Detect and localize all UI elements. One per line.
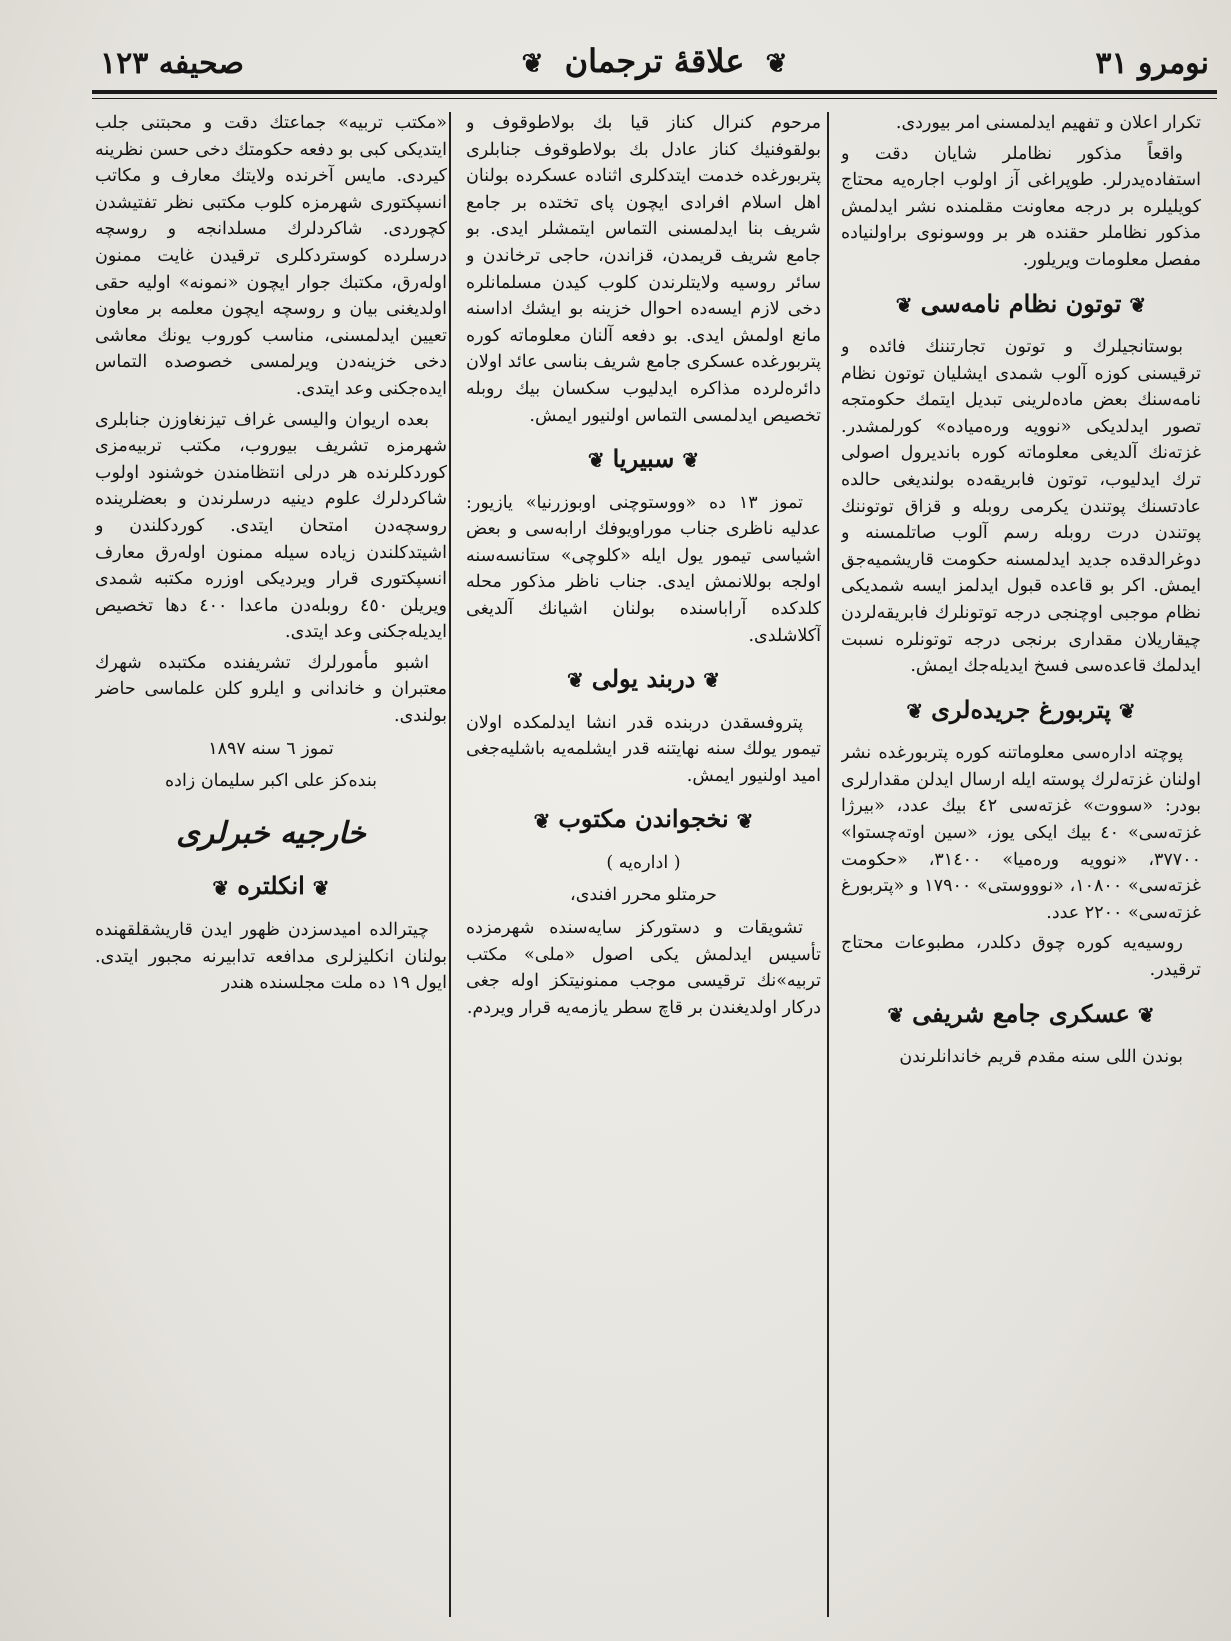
ornament-icon: ❦ bbox=[765, 48, 788, 79]
paragraph: «مكتب تربيه» جماعتك دقت و محبتنى جلب ايتديكى كبى بو دفعه حكومتك دخى حسن نظرينه كيردى. مايس آخرنده ولايتك معارف و مكاتب انسپكتورى شهرمزه كلوب مكتبى نظر تفتيشدن كچوردى. شاكردلرك مسلدانجه و روسچه درسلرده كوستردكلرى ترقيدن غايت ممنون اولەرق، مكتبك جوار ايچون «نمونه» اوليه حقى اولديغنى بيان و روسچه ايچون معلمه بر معاون تعيين ايدلمسنى، مناسب كوروب يونك معاشى دخى خزينه‌دن ويرلمسى خصوصده التماس ايده‌جكنى وعد ايتدى. bbox=[95, 113, 447, 399]
ornament-icon: ❦ bbox=[887, 1002, 905, 1027]
ornament-icon: ❦ bbox=[895, 292, 913, 317]
paragraph: اشبو مأمورلرك تشريفنده مكتبده شهرك معتبران و خاندانى و ايلرو كلن علماسى حاضر بولندى. bbox=[95, 652, 447, 727]
page-number: صحيفه ١٢٣ bbox=[100, 46, 244, 81]
masthead bbox=[92, 40, 1217, 96]
section-heading bbox=[466, 441, 821, 477]
letter-date: تموز ٦ سنه ١٨٩٧ bbox=[208, 738, 334, 759]
letter-salutation: حرمتلو محرر افندى، bbox=[570, 885, 717, 906]
ornament-icon: ❦ bbox=[566, 668, 584, 693]
section-heading bbox=[466, 801, 821, 837]
ornament-icon: ❦ bbox=[1118, 699, 1136, 724]
section-title: پتربورغ جريده‌لرى bbox=[931, 694, 1111, 724]
issue-number: نومرو ٣١ bbox=[1095, 46, 1209, 81]
newspaper-title: علاقۀ ترجمان bbox=[564, 42, 745, 80]
section-heading bbox=[466, 661, 821, 697]
ornament-icon: ❦ bbox=[703, 668, 721, 693]
letter-recipient: ( اداره‌يه ) bbox=[606, 852, 681, 873]
paragraph: روسيه‌يه كوره چوق دكلدر، مطبوعات محتاج ترقيدر. bbox=[841, 933, 1201, 980]
section-title: نخجواندن مكتوب bbox=[558, 804, 729, 834]
section-heading bbox=[841, 692, 1201, 728]
paragraph: تشويقات و دستوركز سايه‌سنده شهرمزده تأسيس ايدلمش يكى اصول «ملى» مكتب تربيه»نك ترقيسى موجب ممنونيتكز اوله جغى درکار اولديغندن بر قاچ سطر يازمه‌يه قرار ويردم. bbox=[466, 918, 821, 1018]
ornament-icon: ❦ bbox=[1137, 1002, 1155, 1027]
section-title: سبيريا bbox=[612, 444, 675, 474]
paragraph: چيترالده اميدسزدن ظهور ايدن قاريشقلقهنده بولنان انكليزلرى مدافعه تدابيرنه مجبور ايتدى. ايول ١٩ ده ملت مجلسنده هندر bbox=[95, 919, 447, 994]
paragraph: واقعاً مذكور نظاملر شايان دقت و استفادەيدرلر. طوپراغى آز اولوب اجاره‌يه محتاج كويليلره بر درجه معاونت مقلمنده نشر ايدلمش مذكور نظاملر حقنده هر بر ووسونوى براولنياده مفصل معلومات ويريلور. bbox=[841, 143, 1201, 270]
header-rule-thick bbox=[92, 90, 1217, 94]
left-column bbox=[95, 110, 447, 1620]
section-title: توتون نظام نامه‌سى bbox=[920, 288, 1122, 318]
foreign-news-heading: خارجيه خبرلرى bbox=[176, 815, 366, 851]
ornament-icon: ❦ bbox=[682, 448, 700, 473]
ornament-icon: ❦ bbox=[312, 875, 330, 900]
paragraph: بوستانجيلرك و توتون تجارتننك فائده و ترقيسنى كوزه آلوب شمدى ايشليان توتون نظام نامه‌سنك بعض ماده‌لرينى تبديل ايتمك حكومتجه تصور ايدلديكى «نوويه ورەميادە» كورلمشدر. غزته‌نك آلديغى معلوماته كوره باندیرول اصولى ترك ايدليوب، توتون فابريقه‌ده بولنديغى حالده عادتسنك پوتندن يكرمى روبله و قزاق توتوننك پوتندن درت روبله رسم آلوب صاتلمسنه و دوغرالدقده جديد ايدلمسنه حكومت قاريشميه‌جق ايمش. اكر بو قاعده قبول ايدلمز ايسه شمديكى نظام موجبى اوچنجى درجه توتونلرك فابريقه‌لردن چيقاريلان مقدارى برنجى درجه توتونلره نسبت ايدلمك قاعده‌سى فسخ ايديله‌جك ايمش. bbox=[841, 337, 1201, 677]
paragraph: بعده اريوان واليسى غراف تيزنغاوزن جنابلرى شهرمزه تشريف بيوروب، مكتب تربيه‌مزى كوردكلرنده هر درلى انتظامندن خوشنود اولوب شاكردلرك علوم دينيه درسلرندن و بعضلرينده روسچه‌دن امتحان ايتدى. كوردكلندن و اشيتدكلندن زياده سيله ممنون اولەرق معارف انسپكتورى قرار ويرديكى اوزره مكتبه شمدى ويريلن ٤٥٠ روبله‌دن ماعدا ٤٠٠ دها تخصيص ايديله‌جكنى وعد ايتدى. bbox=[95, 409, 447, 643]
newspaper-title-block bbox=[92, 42, 1217, 80]
column-divider bbox=[827, 112, 829, 1617]
middle-column bbox=[466, 110, 821, 1620]
ornament-icon: ❦ bbox=[521, 48, 544, 79]
ornament-icon: ❦ bbox=[587, 448, 605, 473]
letter-signature: بنده‌كز على اكبر سليمان زاده bbox=[164, 771, 377, 792]
column-divider bbox=[449, 112, 451, 1617]
ornament-icon: ❦ bbox=[906, 699, 924, 724]
ornament-icon: ❦ bbox=[212, 875, 230, 900]
paragraph: تموز ١٣ ده «ووستوچنى اوبوزرنيا» يازيور: عدليه ناظرى جناب موراويوفك ارابه‌سى و بعض اشياسى تيمور يول ايله «كلوچى» ستانسه‌سنه اولجه بوللانمش ايدى. جناب ناظر مذكور محله كلدكده آراباسنده بولنان اشيانك آلديغى آكلاشلدى. bbox=[466, 492, 821, 646]
section-heading bbox=[841, 286, 1201, 322]
section-heading bbox=[95, 868, 447, 904]
paragraph: تكرار اعلان و تفهيم ايدلمسنى امر بيوردى. bbox=[895, 113, 1201, 133]
header-rule-thin bbox=[92, 98, 1217, 99]
paragraph: پوچته اداره‌سى معلوماتنه كوره پتربورغده نشر اولنان غزته‌لرك پوسته ايله ارسال ايدلن مقدارلرى بودر: «سووت» غزته‌سى ٤٢ بيك عدد، «بيرژا غزته‌سى» ٤٠ بيك ايكى يوز، «سين اوته‌چستوا» ٣٧٧٠٠، «نوويه ورەميا» ٣١٤٠٠، «حكومت غزته‌سى» ١٠٨٠٠، «نوووستى» ١٧٩٠٠ و «پتربورغ غزته‌سى» ٢٢٠٠ عدد. bbox=[841, 743, 1201, 923]
section-title: عسكرى جامع شريفى bbox=[912, 998, 1130, 1028]
paragraph: مرحوم كنرال كناز قيا بك بولاطوقوف و بولقوفنيك كناز عادل بك بولاطوقوف جنابلرى پتربورغده خدمت ايتدكلرى اثناده عسكرده بولنان اهل اسلام افرادى ايچون پاى تختده بر جامع شريف بنا ايدلمسنى التماس ايتمشلر ايدى. بو جامع شريف قريمدن، قزاندن، حاجى ترخاندن و سائر روسيه ولايتلرندن كلوب كيدن مسلمانلره دخى لازم ايسه‌ده احوال خزينه بو ايشك اداسنه مانع اولمش ايدى. بو دفعه آلنان معلوماته كوره پتربورغده عسكرى جامع شريف بناسى عائد اولان دائره‌لرده مذاكره ايدليوب سكسان بيك روبله تخصيص ايدلمسى التماس اولنيور ايمش. bbox=[466, 113, 821, 426]
ornament-icon: ❦ bbox=[736, 808, 754, 833]
paragraph: بوندن اللى سنه مقدم قريم خاندانلرندن bbox=[899, 1047, 1183, 1068]
section-title: دربند يولى bbox=[591, 664, 696, 694]
right-column bbox=[841, 110, 1201, 1620]
paragraph: پتروفسقدن دربنده قدر انشا ايدلمكده اولان تيمور يولك سنه نهايتنه قدر ايشلمه‌يه باشليه‌جغى اميد اولنيور ايمش. bbox=[466, 712, 821, 786]
ornament-icon: ❦ bbox=[1129, 292, 1147, 317]
section-heading bbox=[841, 996, 1201, 1032]
ornament-icon: ❦ bbox=[533, 808, 551, 833]
section-title: انكلتره bbox=[237, 871, 305, 901]
